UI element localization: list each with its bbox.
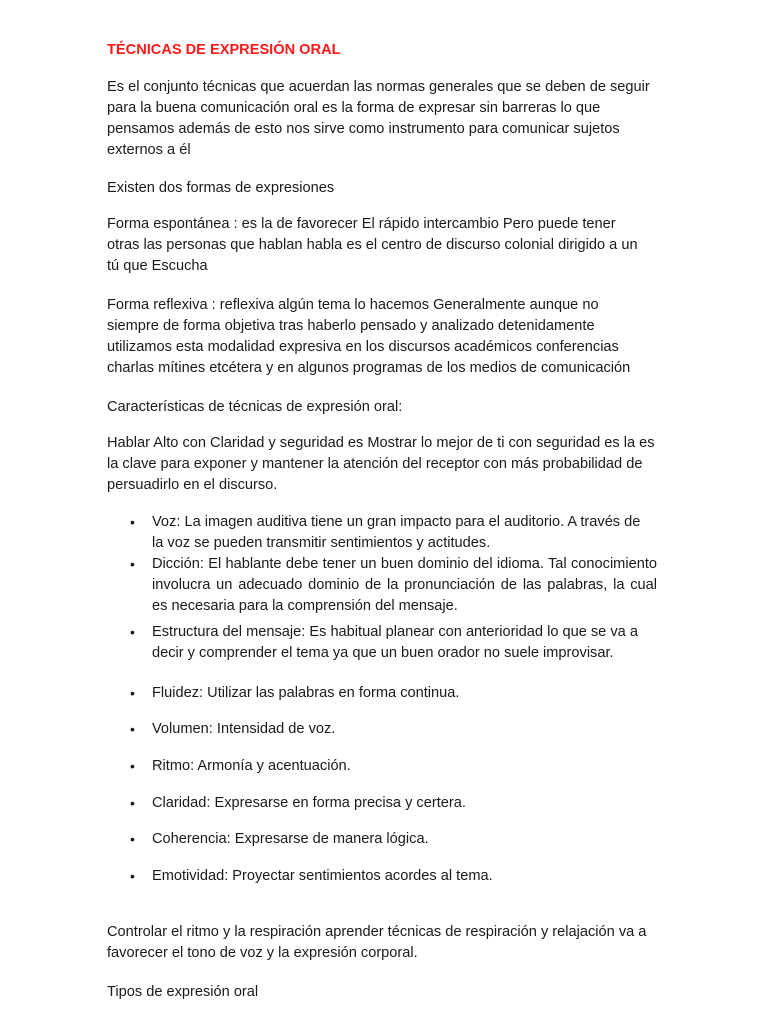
list-item-text: Fluidez: Utilizar las palabras en forma continua. — [152, 685, 460, 701]
bullet-icon: • — [130, 624, 135, 640]
bullet-icon: • — [130, 721, 135, 737]
bullet-icon: • — [130, 868, 135, 884]
list-item — [107, 719, 677, 740]
document-title: TÉCNICAS DE EXPRESIÓN ORAL — [107, 42, 341, 58]
expression-types-heading: Tipos de expresión oral — [107, 984, 259, 1000]
spontaneous-form-paragraph: Forma espontánea : es la de favorecer El rápido intercambio Pero puede tener otras las personas que hablan habla es el centro de discurso colonial dirigido a un tú que Escucha — [107, 216, 638, 274]
bullet-icon: • — [130, 556, 135, 572]
intro-paragraph: Es el conjunto técnicas que acuerdan las normas generales que se deben de seguir para la buena comunicación oral es la forma de expresar sin barreras lo que pensamos además de esto nos sirve como instrumento para comunicar sujetos externos a él — [107, 79, 650, 158]
bullet-icon: • — [130, 758, 135, 774]
list-item — [107, 683, 677, 704]
list-item — [107, 793, 677, 814]
list-item — [107, 512, 677, 554]
reflexive-form-paragraph: Forma reflexiva : reflexiva algún tema lo hacemos Generalmente aunque no siempre de forma objetiva tras haberlo pensado y analizado detenidamente utilizamos esta modalidad expresiva en los discursos académicos conferencias charlas mítines etcétera y en algunos programas de los medios de comunicación — [107, 297, 631, 376]
list-item-text: Estructura del mensaje: Es habitual planear con anterioridad lo que se va a decir y comprender el tema ya que un buen orador no suele improvisar. — [152, 624, 638, 661]
list-item — [107, 622, 677, 664]
list-item-text: Volumen: Intensidad de voz. — [152, 721, 336, 737]
list-item — [107, 554, 677, 617]
closing-paragraph: Controlar el ritmo y la respiración aprender técnicas de respiración y relajación va a favorecer el tono de voz y la expresión corporal. — [107, 924, 647, 961]
list-item-text: Emotividad: Proyectar sentimientos acordes al tema. — [152, 868, 493, 884]
list-item-text: Coherencia: Expresarse de manera lógica. — [152, 831, 429, 847]
forms-intro: Existen dos formas de expresiones — [107, 180, 335, 196]
bullet-icon: • — [130, 685, 135, 701]
list-item — [107, 866, 677, 887]
bullet-icon: • — [130, 795, 135, 811]
list-item-text: Dicción: El hablante debe tener un buen dominio del idioma. Tal conocimiento involucra un adecuado dominio de la pronunciación de las palabras, la cual es necesaria para la comprensión del mensaje. — [152, 556, 657, 614]
bullet-icon: • — [130, 831, 135, 847]
list-item-text: Claridad: Expresarse en forma precisa y certera. — [152, 795, 466, 811]
bullet-icon: • — [130, 514, 135, 530]
list-item-text: Voz: La imagen auditiva tiene un gran impacto para el auditorio. A través de la voz se pueden transmitir sentimientos y actitudes. — [152, 514, 641, 551]
list-item — [107, 829, 677, 850]
characteristics-list — [107, 512, 677, 887]
speak-clearly-paragraph: Hablar Alto con Claridad y seguridad es Mostrar lo mejor de ti con seguridad es la es la clave para exponer y mantener la atención del receptor con más probabilidad de persuadirlo en el discurso. — [107, 435, 655, 493]
list-item-text: Ritmo: Armonía y acentuación. — [152, 758, 351, 774]
characteristics-heading: Características de técnicas de expresión oral: — [107, 399, 403, 415]
list-item — [107, 756, 677, 777]
